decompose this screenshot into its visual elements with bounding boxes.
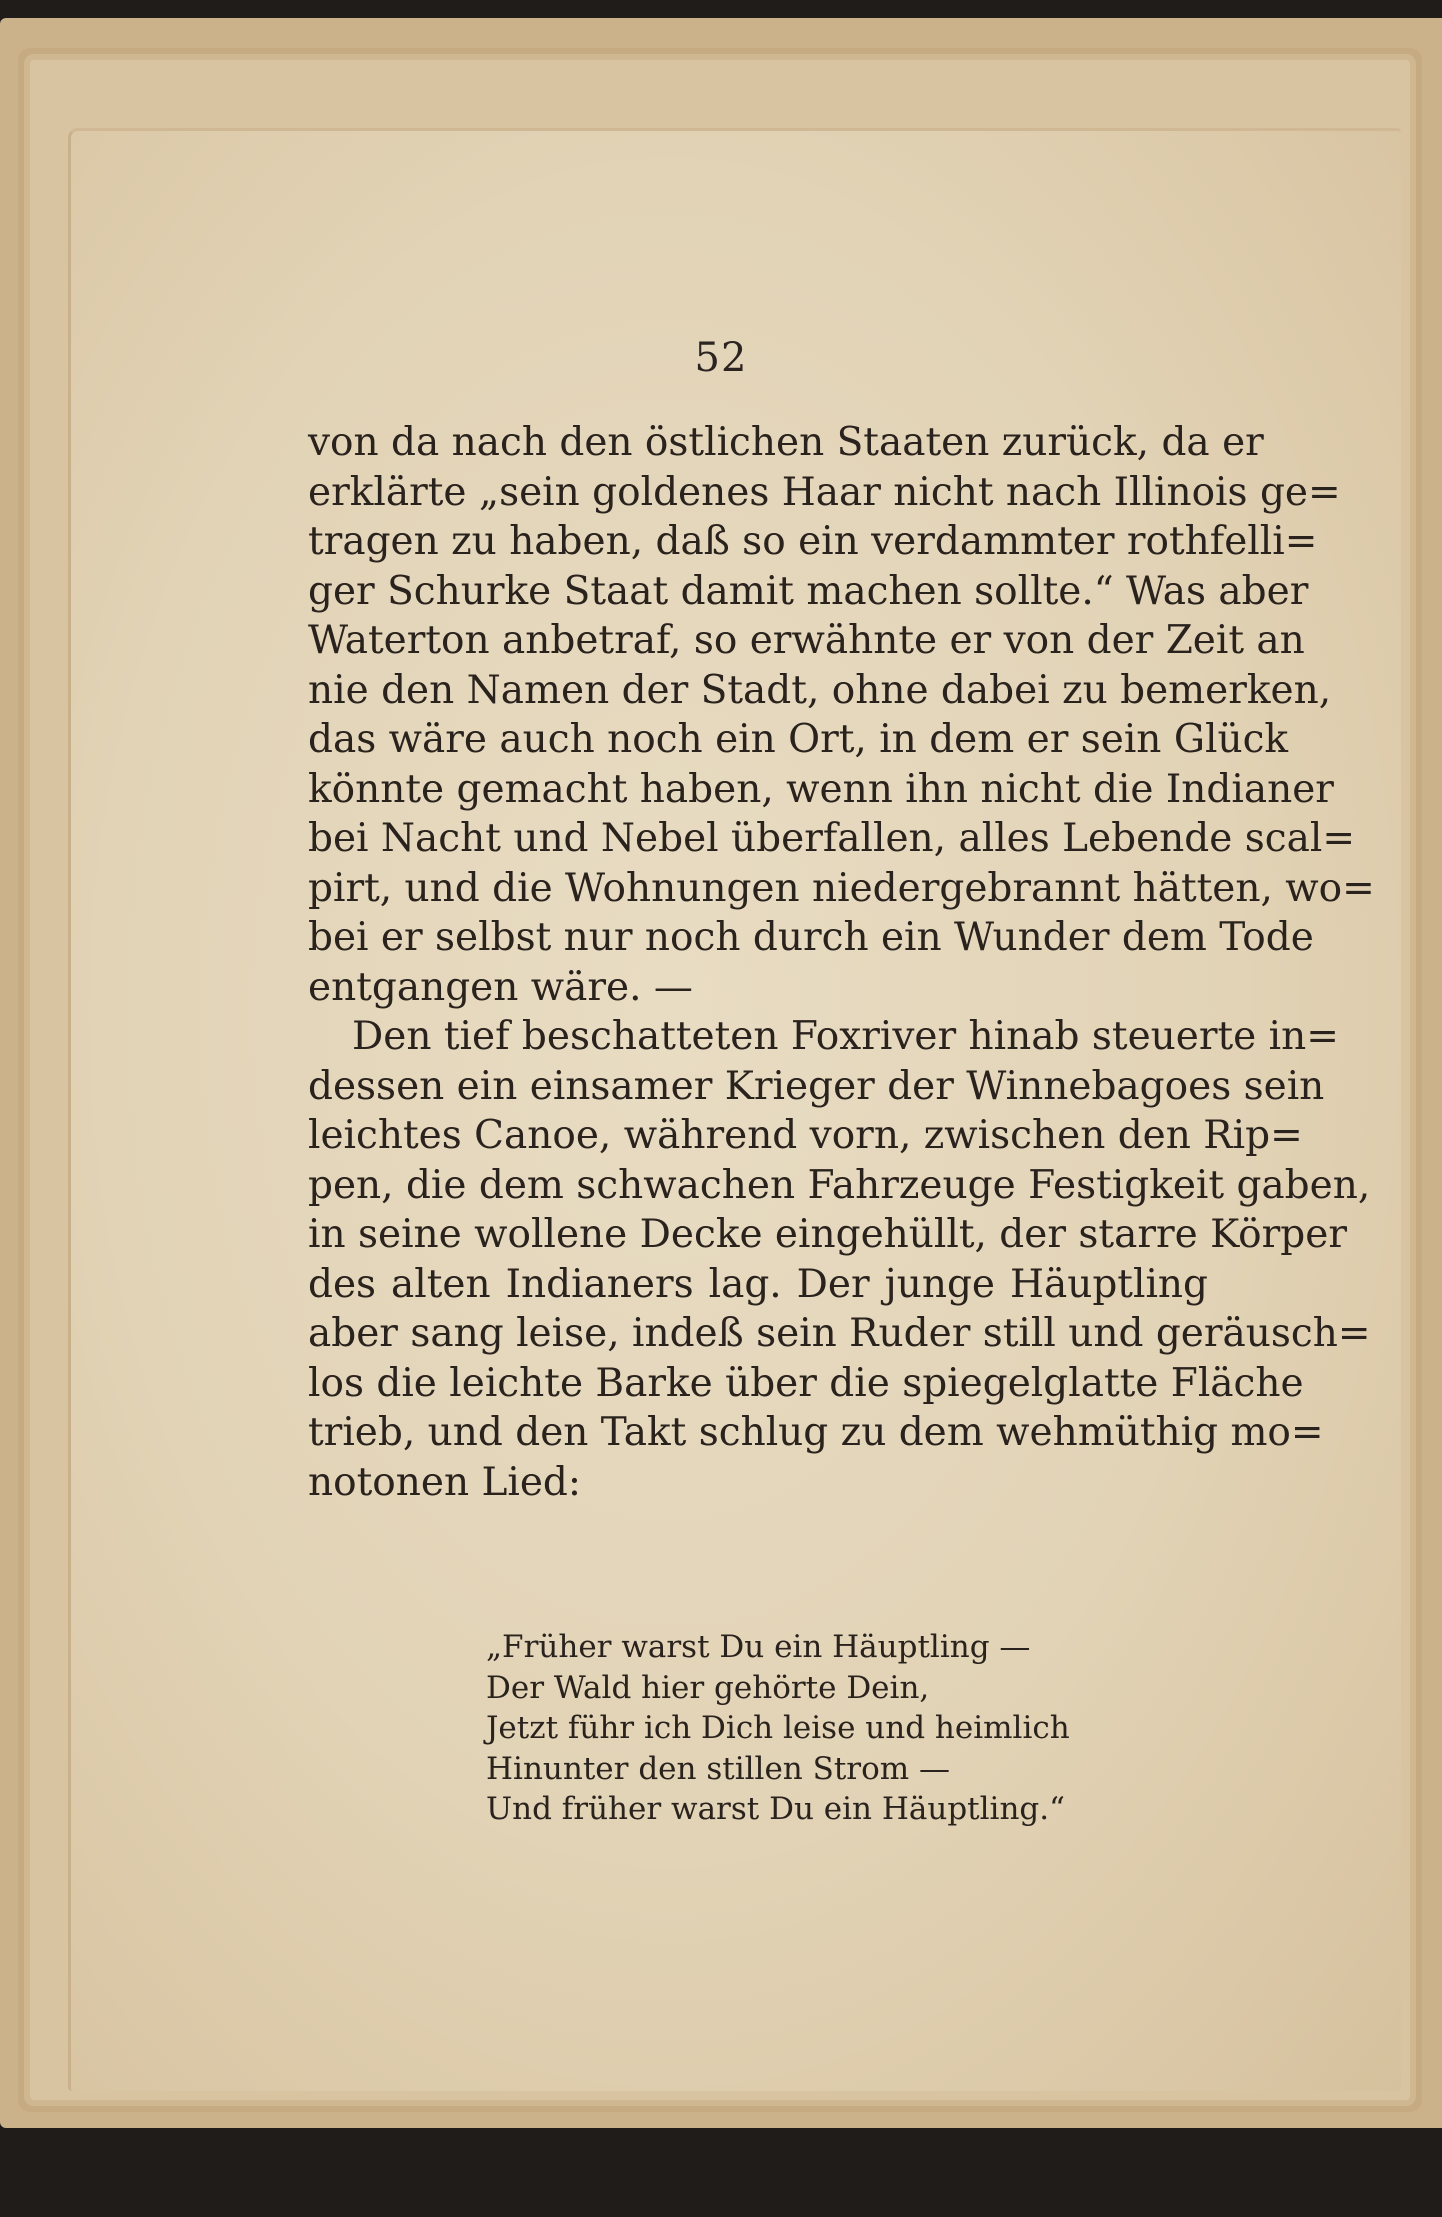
text-line: pen, die dem schwachen Fahrzeuge Festigkeit gaben, <box>308 1162 1371 1208</box>
text-line: bei er selbst nur noch durch ein Wunder dem Tode <box>308 915 1314 960</box>
poem-line: Jetzt führ ich Dich leise und heimlich <box>486 1710 1070 1746</box>
text-line: erklärte „sein goldenes Haar nicht nach Illinois ge= <box>308 469 1341 515</box>
body-text <box>308 418 1375 1507</box>
text-line: entgangen wäre. — <box>308 964 693 1010</box>
text-line: von da nach den östlichen Staaten zurück, da er <box>308 420 1264 465</box>
poem-line: Hinunter den stillen Strom — <box>486 1750 951 1787</box>
text-line: dessen ein einsamer Krieger der Winnebagoes sein <box>308 1063 1325 1109</box>
text-line: bei Nacht und Nebel überfallen, alles Lebende scal= <box>308 816 1356 861</box>
poem-line: Der Wald hier gehörte Dein, <box>486 1669 930 1706</box>
poem-line: „Früher warst Du ein Häuptling — <box>486 1629 1031 1665</box>
poem-line: Und früher warst Du ein Häuptling.“ <box>486 1791 1065 1827</box>
text-line: leichtes Canoe, während vorn, zwischen den Rip= <box>308 1113 1303 1158</box>
page-number: 52 <box>694 335 748 381</box>
text-line: ger Schurke Staat damit machen sollte.“ Was aber <box>308 568 1309 614</box>
text-line: notonen Lied: <box>308 1459 582 1505</box>
text-line: in seine wollene Decke eingehüllt, der starre Körper <box>308 1212 1347 1257</box>
text-line: aber sang leise, indeß sein Ruder still und geräusch= <box>308 1311 1371 1356</box>
text-line: nie den Namen der Stadt, ohne dabei zu bemerken, <box>308 667 1332 713</box>
text-line: tragen zu haben, daß so ein verdammter rothfelli= <box>308 519 1318 564</box>
text-line: des alten Indianers lag. Der junge Häuptling <box>308 1261 1208 1307</box>
poem-block <box>486 1627 1070 1830</box>
text-line: Den tief beschatteten Foxriver hinab steuerte in= <box>352 1014 1339 1059</box>
text-line: Waterton anbetraf, so erwähnte er von der Zeit an <box>308 618 1305 663</box>
text-line: könnte gemacht haben, wenn ihn nicht die Indianer <box>308 766 1334 812</box>
text-line: los die leichte Barke über die spiegelglatte Fläche <box>308 1360 1304 1406</box>
text-line: das wäre auch noch ein Ort, in dem er sein Glück <box>308 717 1289 762</box>
text-line: pirt, und die Wohnungen niedergebrannt hätten, wo= <box>308 865 1375 911</box>
text-line: trieb, und den Takt schlug zu dem wehmüthig mo= <box>308 1410 1324 1455</box>
